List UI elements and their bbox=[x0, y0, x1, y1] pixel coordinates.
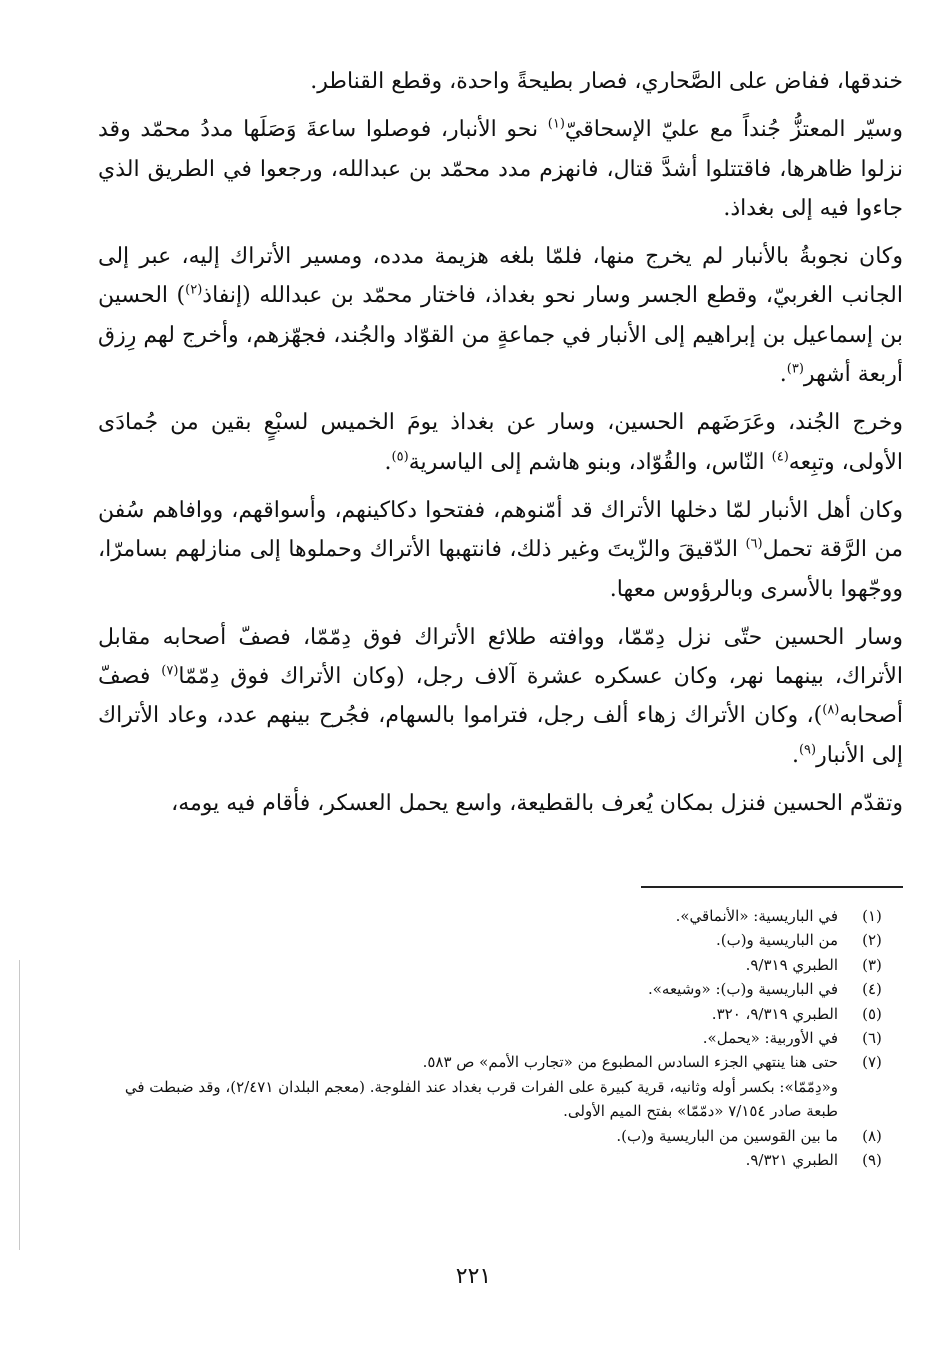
paragraph-2 bbox=[98, 110, 903, 228]
footnote-text: الطبري ٩/٣١٩، ٣٢٠. bbox=[711, 1004, 838, 1023]
footnote bbox=[100, 1148, 906, 1172]
footnote-mark: (٢) bbox=[185, 283, 203, 299]
scan-margin-line bbox=[19, 960, 20, 1250]
paragraph-6 bbox=[98, 618, 903, 775]
footnote-continuation bbox=[100, 1075, 906, 1124]
footnote-mark: (٤) bbox=[771, 449, 789, 465]
footnote-number bbox=[838, 1075, 906, 1124]
text-run: . bbox=[779, 362, 787, 388]
paragraph-3 bbox=[98, 237, 903, 394]
footnote-number: (٢) bbox=[862, 931, 882, 950]
text-run: وسيّر المعتزُّ جُنداً مع عليّ الإسحاقيّ bbox=[564, 117, 903, 143]
footnote-number: (٩) bbox=[862, 1151, 882, 1170]
footnote-number: (١) bbox=[862, 907, 882, 925]
footnote bbox=[100, 1002, 906, 1026]
footnote bbox=[100, 1050, 906, 1074]
footnote-mark: (٣) bbox=[786, 361, 804, 377]
footnote-mark: (٧) bbox=[161, 663, 179, 679]
footnote-text: و«دِمّمّا»: بكسر أوله وثانيه، قرية كبيرة على الفرات قرب بغداد عند الفلوجة. (معجم البلدان ٢/٤٧١)، وقد ضبطت في طبعة صادر ٧/١٥٤ «دمّمّا» بفتح الميم الأولى. bbox=[124, 1077, 838, 1121]
footnote-mark: (١) bbox=[547, 116, 565, 132]
footnote bbox=[100, 1124, 906, 1148]
footnote bbox=[100, 977, 906, 1001]
text-run: نحو الأنبار، فوصلوا ساعةَ وَصَلَها مددُ محمّد وقد نزلوا ظاهرها، فاقتتلوا أشدَّ قتال، فانهزم مدد محمّد بن عبدالله، ورجعوا في الطريق الذي جاءوا فيه إلى بغداذ. bbox=[98, 117, 903, 221]
text-run: فصفّ أصحابه bbox=[98, 664, 903, 729]
footnote-text: في الباريسية و(ب): «وشيعه». bbox=[647, 980, 838, 999]
text-run: ) الحسين بن إسماعيل بن إبراهيم إلى الأنبار في جماعةٍ من القوّاد والجُند، فجهّزهم، وأخرج لهم رِزق أربعة أشهر bbox=[98, 283, 903, 388]
footnote-number: (٥) bbox=[862, 1004, 882, 1023]
footnote-number: (٦) bbox=[862, 1029, 882, 1048]
text-run: وخرج الجُند، وعَرَضَهم الحسين، وسار عن بغداذ يومَ الخميس لسبْعٍ بقين من جُمادَى الأولى، وتبِعه bbox=[98, 410, 903, 475]
text-run: خندقها، ففاض على الصَّحاري، فصار بطيحةً واحدة، وقطع القناطر. bbox=[310, 69, 903, 94]
footnote-number: (٣) bbox=[862, 955, 882, 974]
footnote-text: الطبري ٩/٣٢١. bbox=[745, 1151, 838, 1170]
paragraph-1 bbox=[98, 62, 903, 101]
footnote-text: في الأوربية: «يحمل». bbox=[702, 1029, 838, 1048]
text-run: )، وكان الأتراك زهاء ألف رجل، فتراموا بالسهام، فجُرح بينهم عدد، وعاد الأتراك إلى الأنبار bbox=[98, 703, 903, 768]
text-run: . bbox=[791, 742, 799, 768]
text-run: وكان نجوبةُ بالأنبار لم يخرج منها، فلمّا بلغه هزيمة مدده، ومسير الأتراك إليه، عبر إلى الجانب الغربيّ، وقطع الجسر وسار نحو بغداذ، فاختار محمّد بن عبدالله (إنفاذ bbox=[98, 244, 903, 309]
text-run: وتقدّم الحسين فنزل بمكان يُعرف بالقطيعة، واسع يحمل العسكر، فأقام فيه يومه، bbox=[171, 791, 903, 817]
footnote bbox=[100, 953, 906, 977]
text-run: وكان أهل الأنبار لمّا دخلها الأتراك قد أمّنوهم، ففتحوا دكاكينهم، وأسواقهم، ووافاهم سُفن من الرَّقة تحمل bbox=[98, 497, 903, 563]
paragraph-5 bbox=[98, 491, 903, 609]
footnote bbox=[100, 928, 906, 952]
footnote-number: (٤) bbox=[862, 980, 882, 999]
footnote-text: في الباريسية: «الأنماقي». bbox=[675, 907, 838, 925]
footnote-text: الطبري ٩/٣١٩. bbox=[745, 955, 838, 974]
text-run: وسار الحسين حتّى نزل دِمّمّا، ووافته طلائع الأتراك فوق دِمّمّا، فصفّ أصحابه مقابل الأتراك، بينهما نهر، وكان عسكره عشرة آلاف رجل، (وكان الأتراك فوق دِمّمّا bbox=[98, 624, 903, 690]
footnote-number: (٧) bbox=[862, 1053, 882, 1072]
footnote-text: حتى هنا ينتهي الجزء السادس المطبوع من «تجارب الأمم» ص ٥٨٣. bbox=[422, 1053, 838, 1072]
paragraph-7 bbox=[98, 784, 903, 823]
text-run: الدّقيقَ والزّيتَ وغير ذلك، فانتهبها الأتراك وحملوها إلى منازلهم بسامرّا، ووجّهوا بالأسرى وبالرؤوس معها. bbox=[98, 537, 903, 602]
footnote bbox=[100, 904, 906, 928]
footnote-number: (٨) bbox=[862, 1126, 882, 1145]
text-run: النّاس، والقُوّاد، وبنو هاشم إلى الياسرية bbox=[408, 449, 772, 475]
text-run: . bbox=[384, 449, 392, 475]
main-text bbox=[98, 62, 903, 832]
footnote-mark: (٦) bbox=[745, 536, 763, 552]
footnote-separator bbox=[641, 886, 903, 888]
footnote-mark: (٩) bbox=[798, 742, 817, 758]
footnote-text: من الباريسية و(ب). bbox=[715, 931, 838, 950]
footnote bbox=[100, 1026, 906, 1050]
footnotes bbox=[100, 904, 906, 1172]
footnote-mark: (٥) bbox=[391, 449, 409, 465]
footnote-text: ما بين القوسين من الباريسية و(ب). bbox=[616, 1126, 838, 1145]
footnote-mark: (٨) bbox=[822, 703, 840, 719]
paragraph-4 bbox=[98, 403, 903, 482]
page-number: ٢٢١ bbox=[455, 1264, 492, 1289]
